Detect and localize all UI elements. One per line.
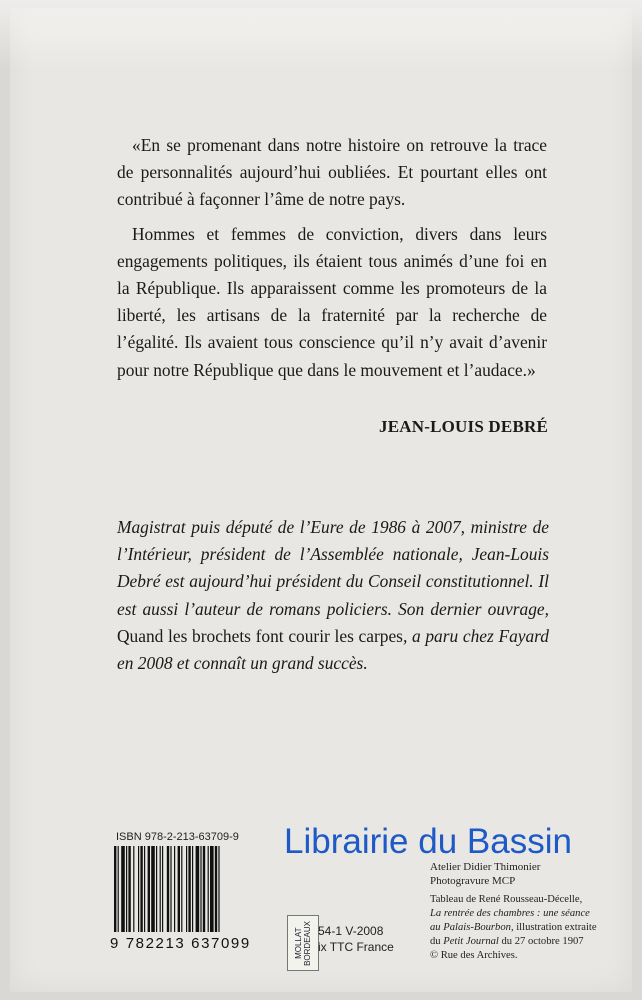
credits-line-atelier: Atelier Didier Thimonier <box>430 861 541 873</box>
bio-text-2: , a paru chez Fayard en 2008 et connaît un grand succès. <box>117 625 549 674</box>
isbn-label: ISBN 978-2-213-63709-9 <box>116 831 239 843</box>
credits-production <box>430 860 540 888</box>
caption-line-4-post: du 27 octobre 1907 <box>498 936 584 947</box>
caption-line-1: Tableau de René Rousseau-Décelle, <box>430 894 583 905</box>
credits-line-photogravure: Photogravure MCP <box>430 875 516 887</box>
caption-line-3-rest: , illustration extraite <box>510 922 597 933</box>
bio-book-title: Quand les brochets font courir les carpes <box>117 625 403 646</box>
mollat-sticker <box>287 915 319 971</box>
caption-line-4-pre: du <box>430 936 444 947</box>
price-line-2: ix TTC France <box>318 940 394 954</box>
barcode <box>114 846 260 932</box>
caption-journal: Petit Journal <box>443 936 499 947</box>
caption-line-2: La rentrée des chambres : une séance <box>430 908 590 919</box>
quote-paragraph-1: «En se promenant dans notre histoire on retrouve la trace de personnalités aujourd’hui oubliées. Et pourtant elles ont contribué à façonner l’âme de notre pays. <box>117 135 547 210</box>
mollat-sticker-text: MOLLAT BORDEAUX <box>294 920 312 966</box>
credits-illustration <box>430 893 620 963</box>
author-bio <box>117 514 549 677</box>
caption-place: au Palais-Bourbon <box>430 922 511 933</box>
bookstore-watermark: Librairie du Bassin <box>284 822 572 861</box>
quote-paragraph-2: Hommes et femmes de conviction, divers dans leurs engagements politiques, ils étaient tous animés d’une foi en la République. Ils apparaissent comme les promoteurs de la liberté, les artisans de la fraternité par la recherche de l’égalité. Ils avaient tous conscience qu’il n’y avait d’avenir pour notre République que dans le mouvement et l’audace.» <box>117 223 547 380</box>
quote-author: JEAN-LOUIS DEBRÉ <box>379 417 548 436</box>
quote-block <box>117 132 547 391</box>
barcode-digits: 9 782213 637099 <box>110 935 251 952</box>
plastic-wrap-glare <box>0 0 642 70</box>
bio-text-1: Magistrat puis député de l’Eure de 1986 à 2007, ministre de l’Intérieur, président de l’Assemblée nationale, Jean-Louis Debré est aujourd’hui président du Conseil constitutionnel. Il est aussi l’auteur de romans policiers. Son dernier ouvrage, <box>117 517 549 619</box>
caption-line-4 <box>430 935 620 949</box>
price-info <box>318 923 394 955</box>
caption-copyright: © Rue des Archives. <box>430 950 518 961</box>
price-line-1: 54-1 V-2008 <box>318 924 384 938</box>
caption-line-3 <box>430 921 620 935</box>
